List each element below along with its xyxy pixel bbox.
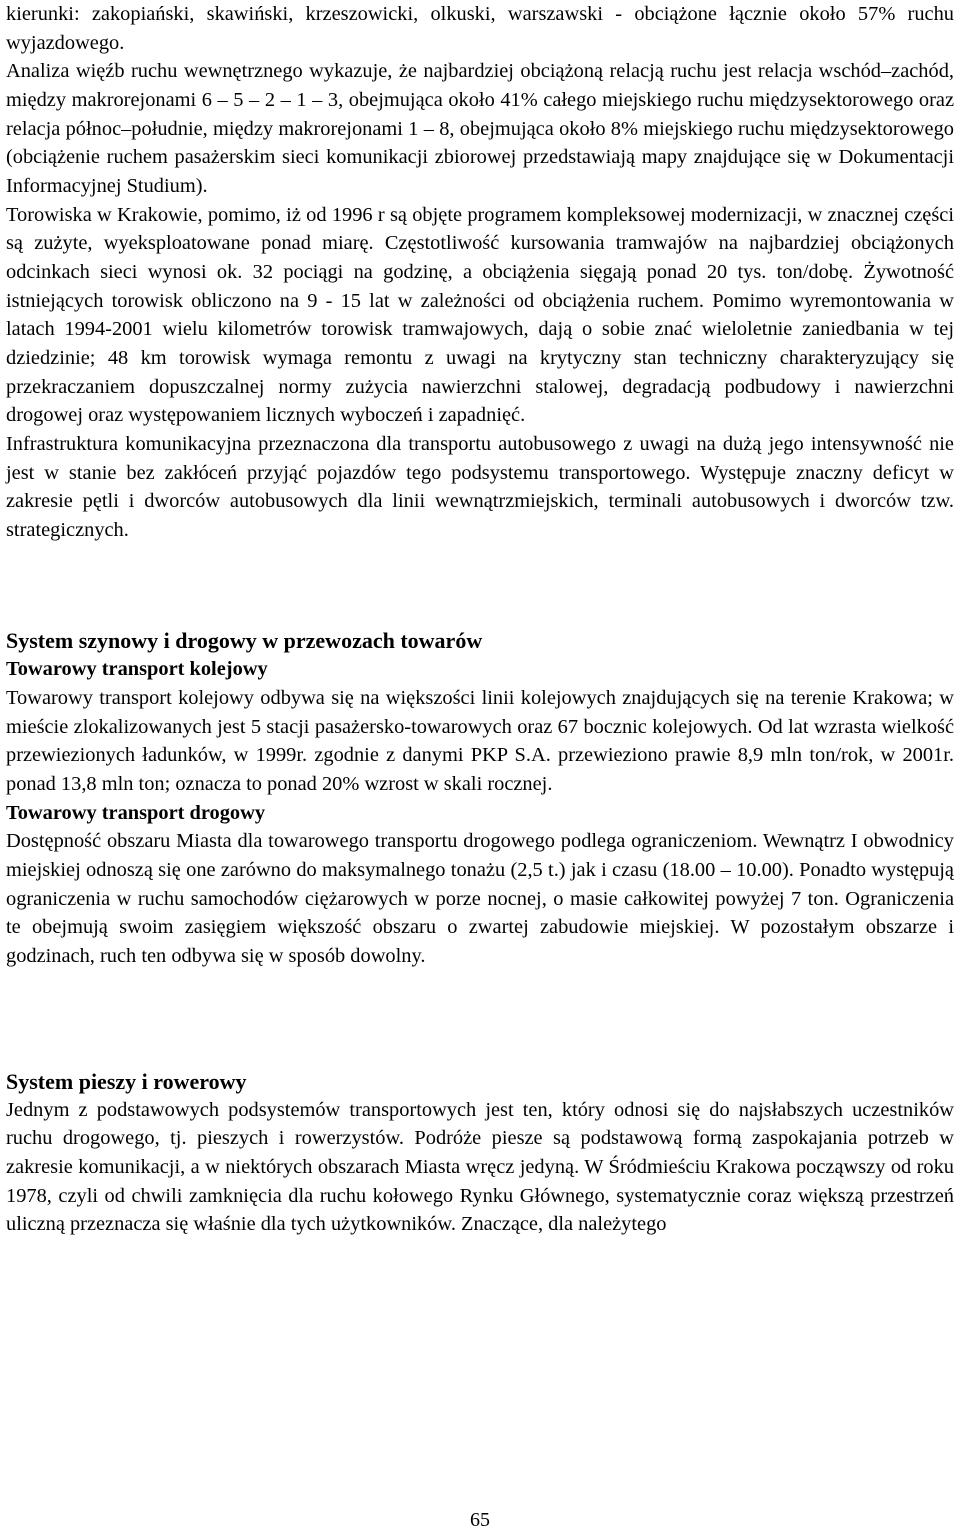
rail-freight-paragraph: Towarowy transport kolejowy odbywa się na większości linii kolejowych znajdujących się na terenie Krakowa; w mieście zlokalizowanych jest 5 stacji pasażersko-towarowych oraz 67 bocznic kolejowych. Od lat wzrasta wielkość przewiezionych ładunków, w 1999r. zgodnie z danymi PKP S.A. przewieziono prawie 8,9 mln ton/rok, w 2001r. ponad 13,8 mln ton; oznacza to ponad 20% wzrost w skali rocznej. xyxy=(6,687,954,796)
intro-paragraph-4: Infrastruktura komunikacyjna przeznaczona dla transportu autobusowego z uwagi na dużą jego intensywność nie jest w stanie bez zakłóceń przyjąć pojazdów tego podsystemu transportowego. Występuje znaczny deficyt w zakresie pętli i dworców autobusowych dla linii wewnątrzmiejskich, terminali autobusowych i dworców tzw. strategicznych. xyxy=(6,432,954,541)
intro-paragraph-1: kierunki: zakopiański, skawiński, krzeszowicki, olkuski, warszawski - obciążone łącznie około 57% ruchu wyjazdowego. xyxy=(6,3,954,54)
intro-paragraph-2: Analiza więźb ruchu wewnętrznego wykazuje, że najbardziej obciążoną relacją ruchu jest relacja wschód–zachód, między makrorejonami 6 – 5 – 2 – 1 – 3, obejmująca około 41% całego miejskiego ruchu międzysektorowego oraz relacja północ–południe, między makrorejonami 1 – 8, obejmująca około 8% miejskiego ruchu międzysektorowego (obciążenie ruchem pasażerskim sieci komunikacji zbiorowej przedstawiają mapy znajdujące się w Dokumentacji Informacyjnej Studium). xyxy=(6,60,954,197)
intro-paragraph-3: Torowiska w Krakowie, pomimo, iż od 1996 r są objęte programem kompleksowej modernizacji, w znacznej części są zużyte, wyeksploatowane ponad miarę. Częstotliwość kursowania tramwajów na najbardziej obciążonych odcinkach sieci wynosi ok. 32 pociągi na godzinę, a obciążenia sięgają ponad 20 tys. ton/dobę. Żywotność istniejących torowisk obliczono na 9 - 15 lat w zależności od obciążenia ruchem. Pomimo wyremontowania w latach 1994-2001 wielu kilometrów torowisk tramwajowych, dają o sobie znać wieloletnie zaniedbania w tej dziedzinie; 48 km torowisk wymaga remontu z uwagi na krytyczny stan techniczny charakteryzujący się przekraczaniem dopuszczalnej normy zużycia nawierzchni stalowej, degradacją podbudowy i nawierzchni drogowej oraz występowaniem licznych wyboczeń i zapadnięć. xyxy=(6,203,954,427)
section-title-freight: System szynowy i drogowy w przewozach towarów xyxy=(6,628,483,654)
document-page xyxy=(6,0,954,1239)
section-title-pedestrian-bicycle: System pieszy i rowerowy xyxy=(6,1068,247,1094)
subheading-road-freight: Towarowy transport drogowy xyxy=(6,801,266,824)
pedestrian-bicycle-paragraph: Jednym z podstawowych podsystemów transportowych jest ten, który odnosi się do najsłabszych uczestników ruchu drogowego, tj. pieszych i rowerzystów. Podróże piesze są podstawową formą zaspokajania potrzeb w zakresie komunikacji, a w niektórych obszarach Miasta wręcz jedyną. W Śródmieściu Krakowa począwszy od roku 1978, czyli od chwili zamknięcia dla ruchu kołowego Rynku Głównego, systematycznie coraz większą przestrzeń uliczną przeznacza się właśnie dla tych użytkowników. Znaczące, dla należytego xyxy=(6,1098,954,1236)
page-number: 65 xyxy=(470,1509,490,1531)
subheading-rail-freight: Towarowy transport kolejowy xyxy=(6,658,268,681)
road-freight-paragraph: Dostępność obszaru Miasta dla towarowego transportu drogowego podlega ograniczeniom. Wewnątrz I obwodnicy miejskiej odnoszą się one zarówno do maksymalnego tonażu (2,5 t.) jak i czasu (18.00 – 10.00). Ponadto występują ograniczenia w ruchu samochodów ciężarowych w porze nocnej, o masie całkowitej powyżej 7 ton. Ograniczenia te obejmują swoim zasięgiem większość obszaru o zwartej zabudowie miejskiej. W pozostałym obszarze i godzinach, ruch ten odbywa się w sposób dowolny. xyxy=(6,830,954,968)
